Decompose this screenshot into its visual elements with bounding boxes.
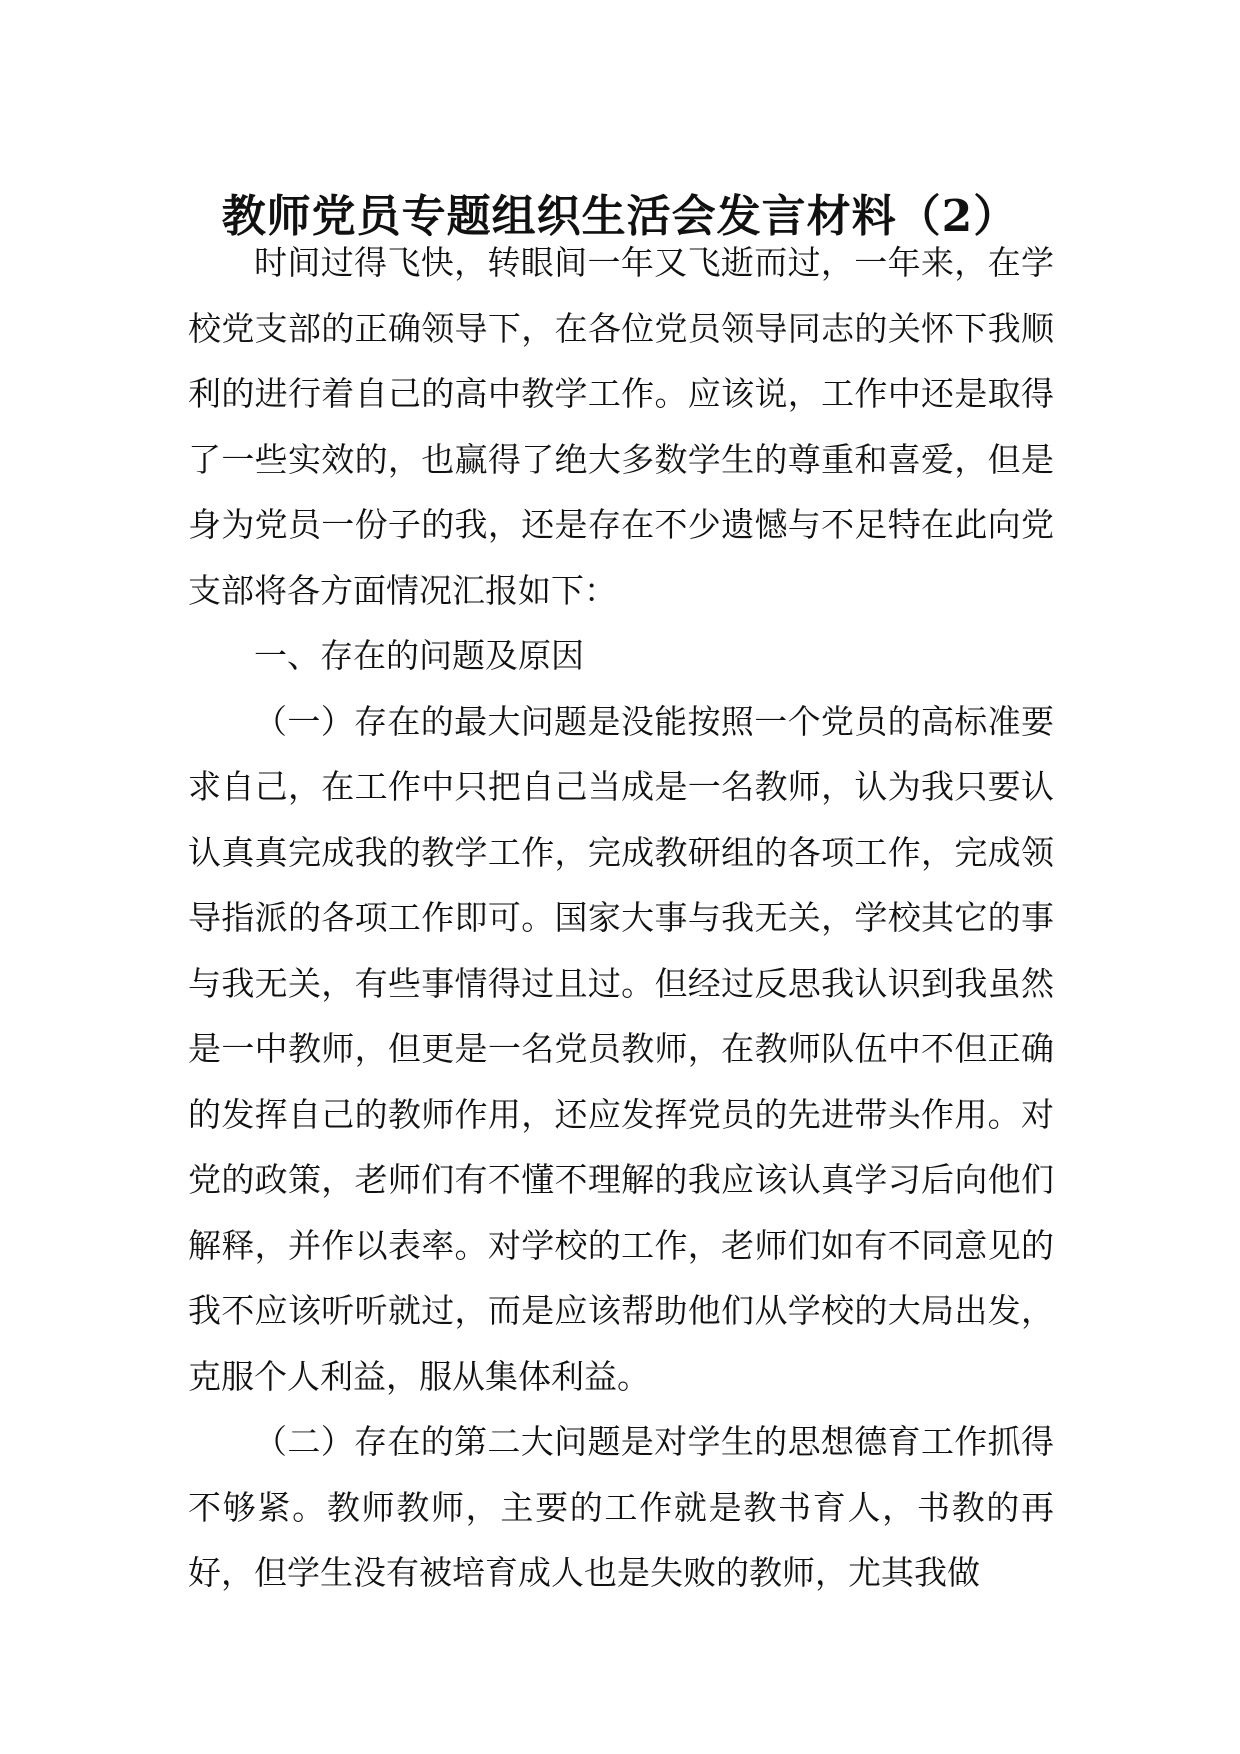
paragraph-problem-2: （二）存在的第二大问题是对学生的思想德育工作抓得不够紧。教师教师，主要的工作就是教书育人，书教的再好，但学生没有被培育成人也是失败的教师，尤其我做 [188,1422,1054,1592]
paragraph-problem-1: （一）存在的最大问题是没能按照一个党员的高标准要求自己，在工作中只把自己当成是一名教师，认为我只要认认真真完成我的教学工作，完成教研组的各项工作，完成领导指派的各项工作即可。国家大事与我无关，学校其它的事与我无关，有些事情得过且过。但经过反思我认识到我虽然是一中教师，但更是一名党员教师，在教师队伍中不但正确的发挥自己的教师作用，还应发挥党员的先进带头作用。对党的政策，老师们有不懂不理解的我应该认真学习后向他们解释，并作以表率。对学校的工作，老师们如有不同意见的我不应该听听就过，而是应该帮助他们从学校的大局出发，克服个人利益，服从集体利益。 [188,701,1054,1396]
document-title: 教师党员专题组织生活会发言材料（2） [221,191,1019,243]
section-heading-problems: 一、存在的问题及原因 [254,636,584,675]
paragraph-intro: 时间过得飞快，转眼间一年又飞逝而过，一年来，在学校党支部的正确领导下，在各位党员领导同志的关怀下我顺利的进行着自己的高中教学工作。应该说，工作中还是取得了一些实效的，也赢得了绝大多数学生的尊重和喜爱，但是身为党员一份子的我，还是存在不少遗憾与不足特在此向党支部将各方面情况汇报如下： [188,243,1054,610]
document-body [188,230,1054,1606]
